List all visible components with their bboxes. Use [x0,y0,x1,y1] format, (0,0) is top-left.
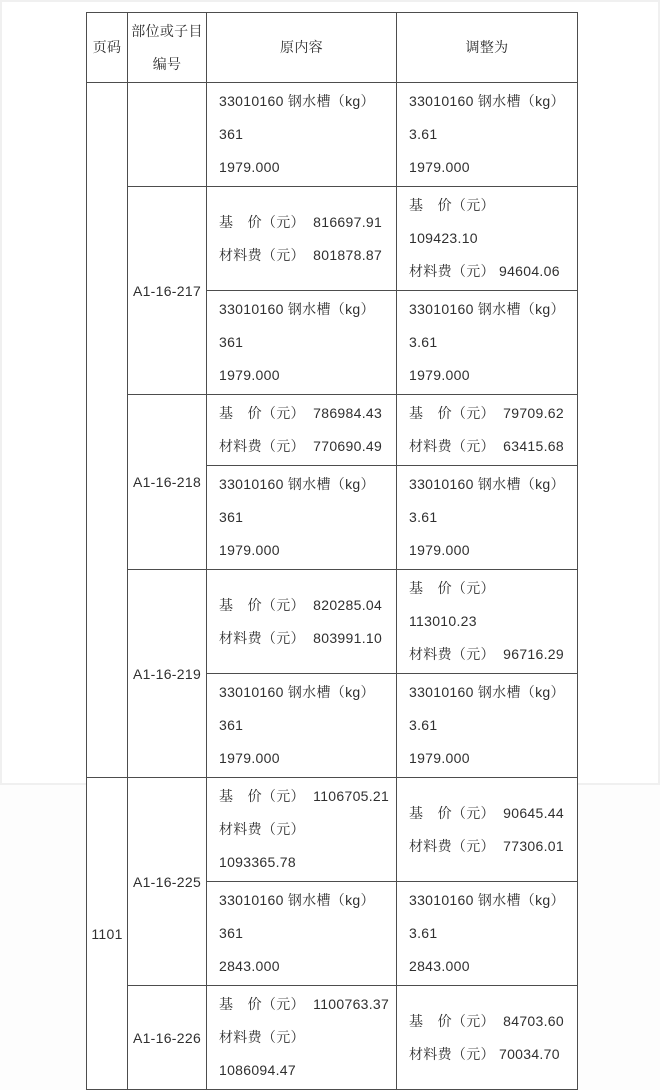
cell-line: 1979.000 [409,159,470,175]
cell-line: 33010160 钢水槽（kg） 3.61 [409,301,569,350]
cell-line: 材料费（元） 70034.70 [409,1045,560,1062]
table-row [87,570,578,674]
adjusted-cell [397,778,578,882]
original-cell [207,395,397,466]
adjusted-cell [397,291,578,395]
original-cell [207,570,397,674]
cell-line: 33010160 钢水槽（kg） 3.61 [409,892,569,941]
cell-line: 基 价（元） 1100763.37 [219,996,390,1012]
adjustment-table [86,12,578,1090]
adjusted-cell [397,83,578,187]
original-cell [207,882,397,986]
cell-line: 基 价（元） 786984.43 [219,405,383,421]
adjusted-cell [397,986,578,1090]
table-header-row [87,13,578,83]
header-adjusted-label: 调整为 [465,39,509,55]
table-row [87,187,578,291]
cell-line: 33010160 钢水槽（kg） 3.61 [409,684,569,733]
table-row [87,395,578,466]
cell-line: 33010160 钢水槽（kg） 361 [219,892,379,941]
page-cell-empty [87,83,128,778]
cell-line: 1979.000 [219,542,280,558]
adjusted-cell [397,187,578,291]
header-original-label: 原内容 [280,39,323,55]
cell-line: 33010160 钢水槽（kg） 3.61 [409,476,569,525]
adjusted-cell [397,395,578,466]
item-cell: A1-16-219 [128,570,207,778]
page-cell: 1101 [87,778,128,1090]
cell-line: 材料费（元） 94604.06 [409,263,560,279]
cell-line: 2843.000 [409,958,470,974]
cell-line: 基 价（元） 816697.91 [219,213,383,230]
cell-line: 材料费（元） 770690.49 [219,438,383,454]
item-cell: A1-16-218 [128,395,207,570]
original-cell [207,986,397,1090]
cell-line: 1979.000 [219,159,280,175]
cell-line: 33010160 钢水槽（kg） 361 [219,684,379,733]
cell-line: 材料费（元） 77306.01 [409,837,564,854]
table-row [87,778,578,882]
cell-line: 材料费（元） 801878.87 [219,246,383,263]
cell-line: 33010160 钢水槽（kg） 361 [219,476,379,525]
header-cell-item [128,13,207,83]
cell-line: 基 价（元） 109423.10 [409,197,504,246]
item-cell: A1-16-225 [128,778,207,986]
header-item-label-line1: 部位或子目 [131,22,203,39]
cell-line: 基 价（元） 84703.60 [409,1012,564,1029]
adjusted-cell [397,674,578,778]
adjusted-cell [397,466,578,570]
cell-line: 1979.000 [409,750,470,766]
cell-line: 2843.000 [219,958,280,974]
cell-line: 1979.000 [219,750,280,766]
cell-line: 33010160 钢水槽（kg） 3.61 [409,93,569,142]
original-cell [207,778,397,882]
original-cell [207,83,397,187]
header-item-label-line2: 编号 [152,55,182,72]
header-cell-page [87,13,128,83]
header-page-label: 页码 [92,39,122,55]
cell-line: 材料费（元） 803991.10 [219,629,383,646]
cell-line: 1979.000 [409,367,470,383]
item-cell-empty [128,83,207,187]
adjusted-cell [397,882,578,986]
cell-line: 材料费（元） 63415.68 [409,438,564,454]
table-row [87,986,578,1090]
cell-line: 33010160 钢水槽（kg） 361 [219,93,379,142]
cell-line: 1979.000 [409,542,470,558]
cell-line: 基 价（元） 1106705.21 [219,788,390,804]
original-cell [207,187,397,291]
cell-line: 33010160 钢水槽（kg） 361 [219,301,379,350]
cell-line: 1979.000 [219,367,280,383]
cell-line: 材料费（元） 1093365.78 [219,821,314,870]
cell-line: 基 价（元） 90645.44 [409,804,564,821]
cell-line: 基 价（元） 79709.62 [409,405,564,421]
header-cell-original [207,13,397,83]
cell-line: 基 价（元） 113010.23 [409,580,504,629]
original-cell [207,291,397,395]
original-cell [207,674,397,778]
cell-line: 材料费（元） 96716.29 [409,646,564,662]
cell-line: 材料费（元） 1086094.47 [219,1029,314,1078]
table-row [87,83,578,187]
adjusted-cell [397,570,578,674]
header-cell-adjusted [397,13,578,83]
item-cell: A1-16-226 [128,986,207,1090]
cell-line: 基 价（元） 820285.04 [219,596,383,613]
original-cell [207,466,397,570]
item-cell: A1-16-217 [128,187,207,395]
